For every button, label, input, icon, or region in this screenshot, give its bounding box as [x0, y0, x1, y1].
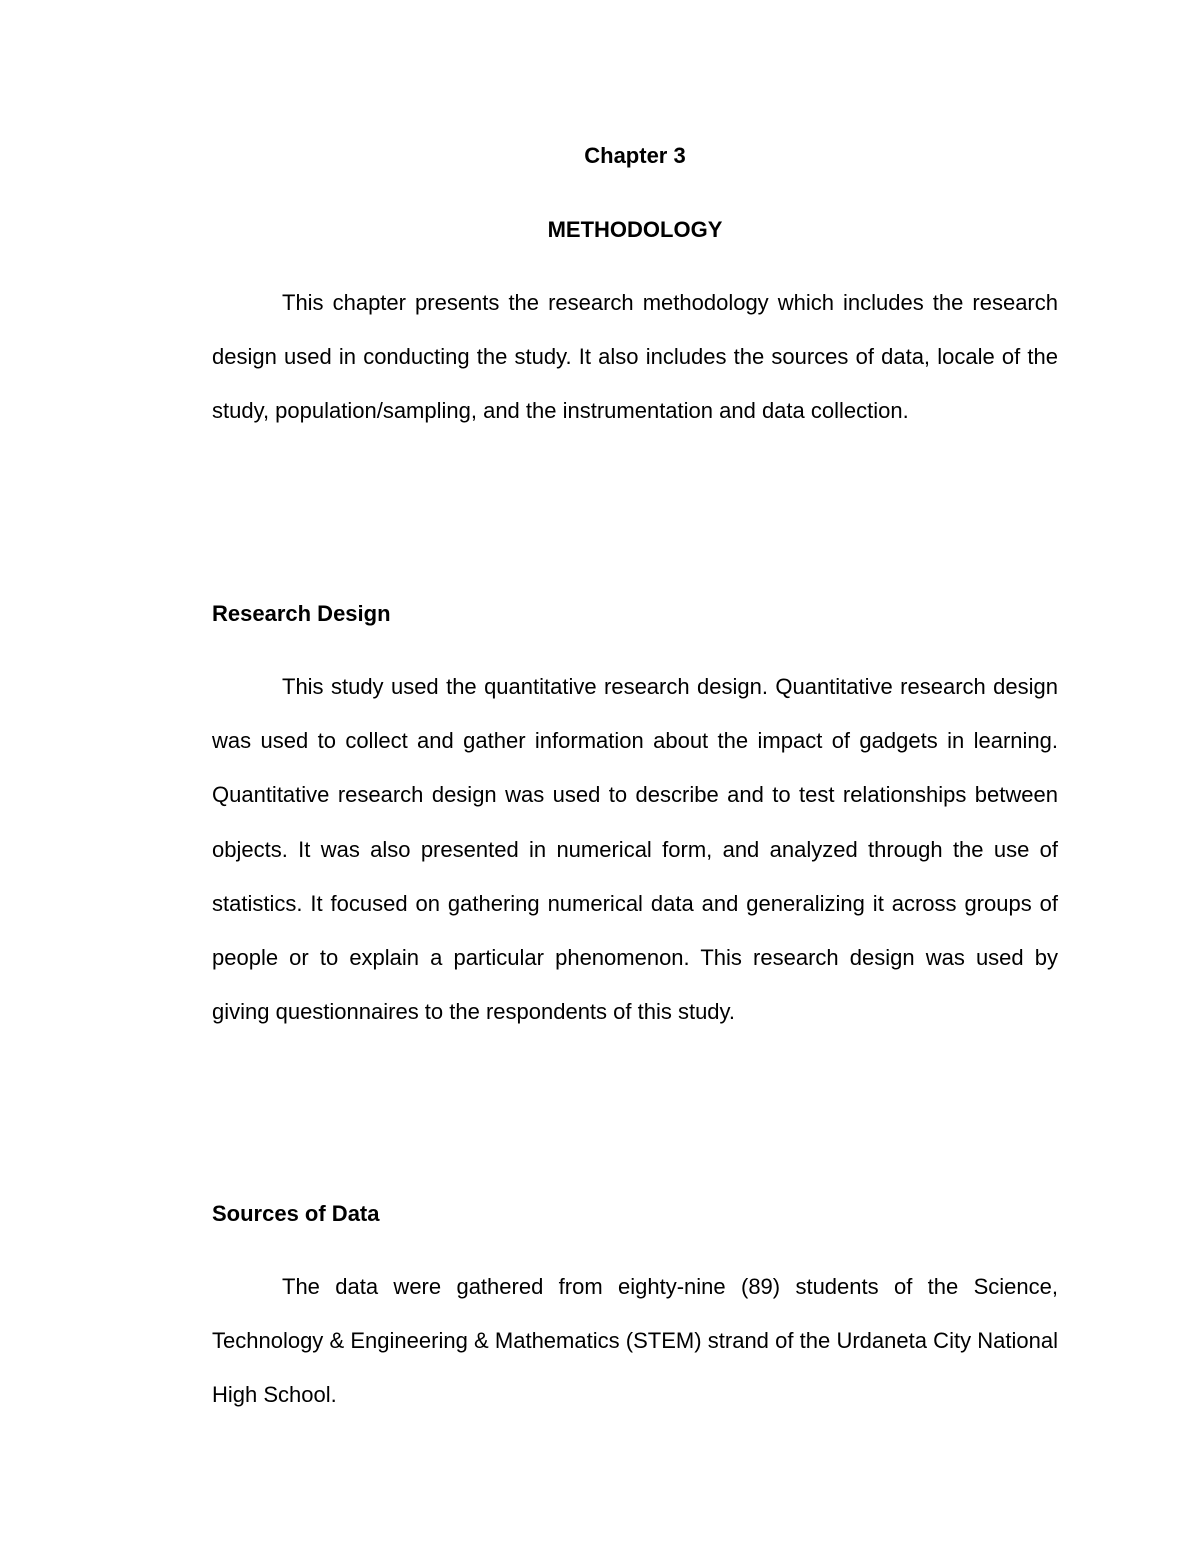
- chapter-number: Chapter 3: [584, 143, 686, 168]
- section-heading-research-design: Research Design: [212, 601, 391, 626]
- intro-paragraph: This chapter presents the research methodology which includes the research design used in conducting the study. It also includes the sources of data, locale of the study, population/sampling, and the instrumentation and data collection.: [212, 290, 1058, 424]
- section-heading-sources-of-data: Sources of Data: [212, 1201, 380, 1226]
- chapter-title: METHODOLOGY: [547, 217, 723, 242]
- research-design-paragraph: This study used the quantitative research design. Quantitative research design was used to collect and gather information about the impact of gadgets in learning. Quantitative research design was used to describe and to test relationships between objects. It was also presented in numerical form, and analyzed through the use of statistics. It focused on gathering numerical data and generalizing it across groups of people or to explain a particular phenomenon. This research design was used by giving questionnaires to the respondents of this study.: [212, 674, 1058, 1025]
- sources-of-data-paragraph: The data were gathered from eighty-nine (89) students of the Science, Technology & Engineering & Mathematics (STEM) strand of the Urdaneta City National High School.: [212, 1274, 1058, 1408]
